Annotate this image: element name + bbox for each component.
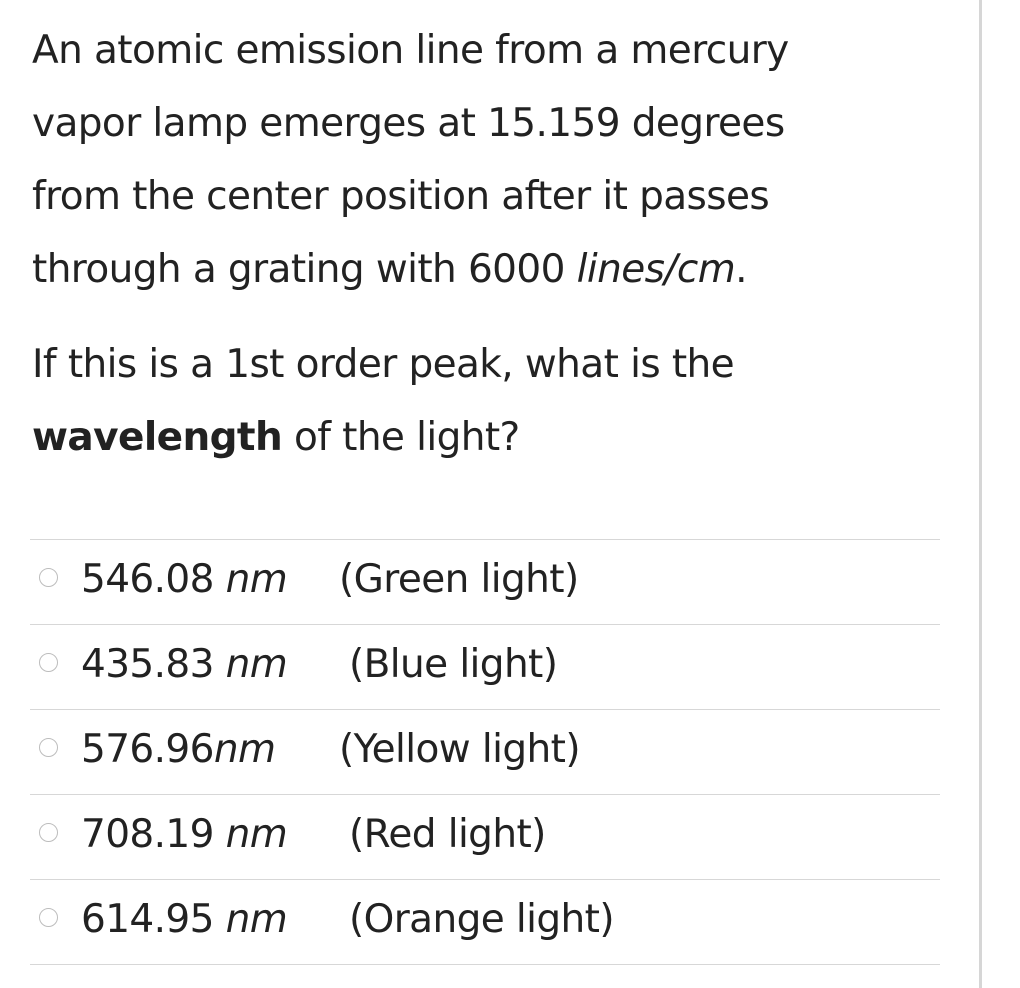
answer-unit: nm <box>225 812 288 857</box>
question-line: from the center position after it passes <box>32 174 770 219</box>
question-line <box>32 233 932 306</box>
answer-number: 708.19 <box>81 812 226 857</box>
answer-number: 576.96 <box>81 727 214 772</box>
answer-list <box>30 539 940 965</box>
radio-button[interactable] <box>39 653 58 672</box>
answer-option-2[interactable] <box>30 624 940 709</box>
question-text-segment: through a grating with 6000 <box>32 247 577 292</box>
question-line: vapor lamp emerges at 15.159 degrees <box>32 101 785 146</box>
question-text <box>32 14 932 474</box>
answer-description: (Red light) <box>349 812 546 857</box>
radio-button[interactable] <box>39 738 58 757</box>
answer-value <box>81 720 275 780</box>
answer-number: 435.83 <box>81 642 226 687</box>
question-text-segment: of the light? <box>282 415 520 460</box>
answer-option-5[interactable] <box>30 879 940 965</box>
question-text-segment: . <box>735 247 747 292</box>
question-line <box>32 401 932 474</box>
answer-value <box>81 635 287 695</box>
emphasis-bold: wavelength <box>32 415 283 460</box>
answer-option-4[interactable] <box>30 794 940 879</box>
answer-value <box>81 805 287 865</box>
answer-unit: nm <box>225 897 288 942</box>
answer-unit: nm <box>225 557 288 602</box>
radio-button[interactable] <box>39 908 58 927</box>
answer-unit: nm <box>225 642 288 687</box>
answer-number: 614.95 <box>81 897 226 942</box>
right-divider <box>979 0 982 988</box>
units-italic: lines/cm <box>576 247 736 292</box>
answer-description: (Blue light) <box>349 642 558 687</box>
answer-number: 546.08 <box>81 557 226 602</box>
answer-value <box>81 550 287 610</box>
answer-option-1[interactable] <box>30 539 940 624</box>
answer-description: (Yellow light) <box>339 727 580 772</box>
answer-description: (Green light) <box>339 557 579 602</box>
question-line: An atomic emission line from a mercury <box>32 28 789 73</box>
answer-value <box>81 890 287 950</box>
radio-button[interactable] <box>39 568 58 587</box>
radio-button[interactable] <box>39 823 58 842</box>
answer-description: (Orange light) <box>349 897 614 942</box>
answer-option-3[interactable] <box>30 709 940 794</box>
question-line: If this is a 1st order peak, what is the <box>32 342 735 387</box>
answer-unit: nm <box>213 727 276 772</box>
